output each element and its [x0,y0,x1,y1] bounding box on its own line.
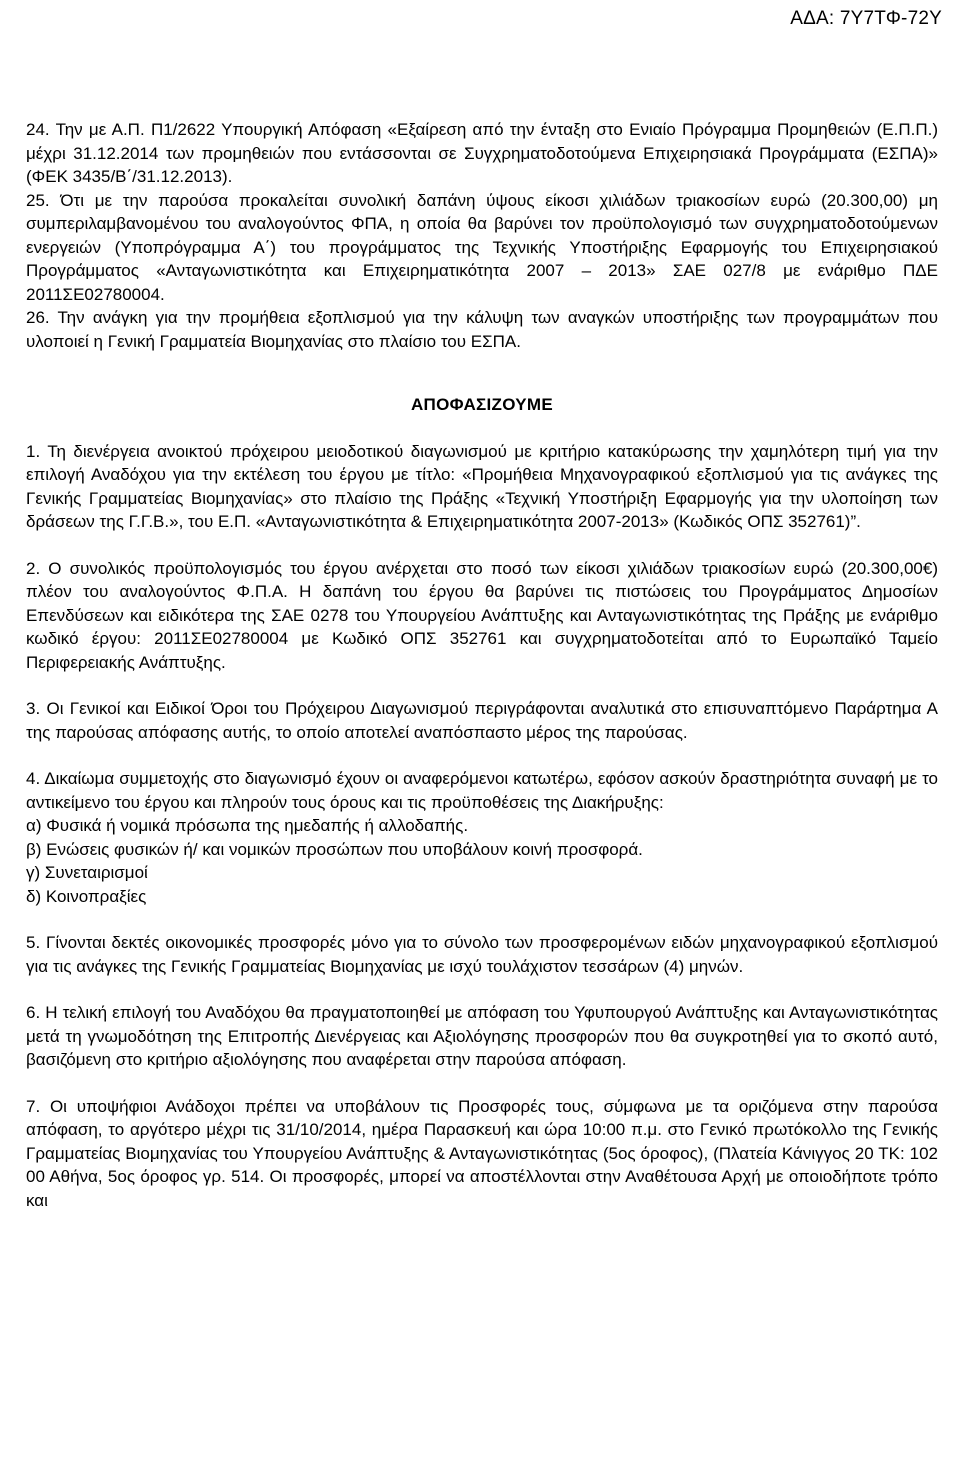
spacer [26,353,938,393]
decision-item-5: 5. Γίνονται δεκτές οικονομικές προσφορές μόνο για το σύνολο των προσφερομένων ειδών μηχανογραφικού εξοπλισμού για τις ανάγκες της Γενικής Γραμματείας Βιομηχανίας με ισχύ τουλάχιστον τεσσάρων (4) μηνών. [26,933,938,976]
decision-item-4c: γ) Συνεταιρισμοί [26,863,148,882]
spacer [26,978,938,1001]
spacer [26,1072,938,1095]
item-26: 26. Την ανάγκη για την προμήθεια εξοπλισμού για την κάλυψη των αναγκών υποστήριξης των προγραμμάτων που υλοποιεί η Γενική Γραμματεία Βιομηχανίας στο πλαίσιο του ΕΣΠΑ. [26,308,938,351]
document-body [26,118,938,1212]
decision-item-7: 7. Οι υποψήφιοι Ανάδοχοι πρέπει να υποβάλουν τις Προσφορές τους, σύμφωνα με τα οριζόμενα στην παρούσα απόφαση, το αργότερο μέχρι τις 31/10/2014, ημέρα Παρασκευή και ώρα 10:00 π.μ. στο Γενικό πρωτόκολλο της Γενικής Γραμματείας Βιομηχανίας του Υπουργείου Ανάπτυξης & Ανταγωνιστικότητας (5ος όροφος), (Πλατεία Κάνιγγος 20 ΤΚ: 102 00 Αθήνα, 5ος όροφος γρ. 514. Οι προσφορές, μπορεί να αποστέλλονται στην Αναθέτουσα Αρχή με οποιοδήποτε τρόπο και [26,1096,938,1210]
decision-heading: ΑΠΟΦΑΣΙΖΟΥΜΕ [410,395,554,414]
item-25: 25. Ότι με την παρούσα προκαλείται συνολική δαπάνη ύψους είκοσι χιλιάδων τριακοσίων ευρώ (20.300,00) μη συμπεριλαμβανομένου του αναλογούντος ΦΠΑ, η οποία θα βαρύνει τον προϋπολογισμό των συγχρηματοδοτούμενων ενεργειών (Υποπρόγραμμα Α΄) του προγράμματος της Τεχνικής Υποστήριξης Εφαρμογής του Επιχειρησιακού Προγράμματος «Ανταγωνιστικότητα και Επιχειρηματικότητα 2007 – 2013» ΣΑΕ 027/8 με ενάριθμο ΠΔΕ 2011ΣΕ02780004. [26,190,938,304]
ada-code: ΑΔΑ: 7Υ7ΤΦ-72Υ [790,8,942,29]
decision-item-1: 1. Τη διενέργεια ανοικτού πρόχειρου μειοδοτικού διαγωνισμού με κριτήριο κατακύρωσης την χαμηλότερη τιμή για την επιλογή Αναδόχου για την εκτέλεση του έργου με τίτλο: «Προμήθεια Μηχανογραφικού εξοπλισμού για τις ανάγκες της Γενικής Γραμματείας Βιομηχανίας» στο πλαίσιο της Πράξης «Τεχνική Υποστήριξη Εφαρμογής για την υλοποίηση των δράσεων της Γ.Γ.Β.», του Ε.Π. «Ανταγωνιστικότητα & Επιχειρηματικότητα 2007-2013» (Κωδικός ΟΠΣ 352761)”. [26,441,938,531]
decision-item-3: 3. Οι Γενικοί και Ειδικοί Όροι του Πρόχειρου Διαγωνισμού περιγράφονται αναλυτικά στο επισυναπτόμενο Παράρτημα Α της παρούσας απόφασης αυτής, το οποίο αποτελεί αναπόσπαστο μέρος της παρούσας. [26,699,938,742]
decision-item-4d: δ) Κοινοπραξίες [26,886,147,906]
decision-item-4: 4. Δικαίωμα συμμετοχής στο διαγωνισμό έχουν οι αναφερόμενοι κατωτέρω, εφόσον ασκούν δραστηριότητα συναφή με το αντικείμενο του έργου και πληρούν τους όρους και τις προϋποθέσεις της Διακήρυξης: [26,769,938,812]
spacer [26,744,938,767]
decision-item-4a: α) Φυσικά ή νομικά πρόσωπα της ημεδαπής ή αλλοδαπής. [26,816,469,835]
item-24: 24. Την με Α.Π. Π1/2622 Υπουργική Απόφαση «Εξαίρεση από την ένταξη στο Ενιαίο Πρόγραμμα Προμηθειών (Ε.Π.Π.) μέχρι 31.12.2014 των προμηθειών που εντάσσονται σε Συγχρηματοδοτούμενα Επιχειρησιακά Προγράμματα (ΕΣΠΑ)» (ΦΕΚ 3435/Β΄/31.12.2013). [26,120,938,186]
spacer [26,908,938,931]
decision-item-2: 2. Ο συνολικός προϋπολογισμός του έργου ανέρχεται στο ποσό των είκοσι χιλιάδων τριακοσίων ευρώ (20.300,00€) πλέον του αναλογούντος Φ.Π.Α. Η δαπάνη του έργου θα βαρύνει τις πιστώσεις του Προγράμματος Δημοσίων Επενδύσεων και ειδικότερα της ΣΑΕ 0278 του Υπουργείου Ανάπτυξης και Ανταγωνιστικότητας της Πράξης με ενάριθμο κωδικό έργου: 2011ΣΕ02780004 με Κωδικό ΟΠΣ 352761 και συγχρηματοδοτείται από το Ευρωπαϊκό Ταμείο Περιφερειακής Ανάπτυξης. [26,558,938,672]
spacer [26,534,938,557]
decision-item-4b: β) Ενώσεις φυσικών ή/ και νομικών προσώπων που υποβάλουν κοινή προσφορά. [26,839,643,859]
spacer [26,417,938,440]
decision-item-6: 6. Η τελική επιλογή του Αναδόχου θα πραγματοποιηθεί με απόφαση του Υφυπουργού Ανάπτυξης και Ανταγωνιστικότητας μετά τη γνωμοδότηση της Επιτροπής Διενέργειας και Αξιολόγησης προσφορών που θα συγκροτηθεί για το σκοπό αυτό, βασιζόμενη στο κριτήριο αξιολόγησης που αναφέρεται στην παρούσα απόφαση. [26,1003,938,1069]
spacer [26,674,938,697]
